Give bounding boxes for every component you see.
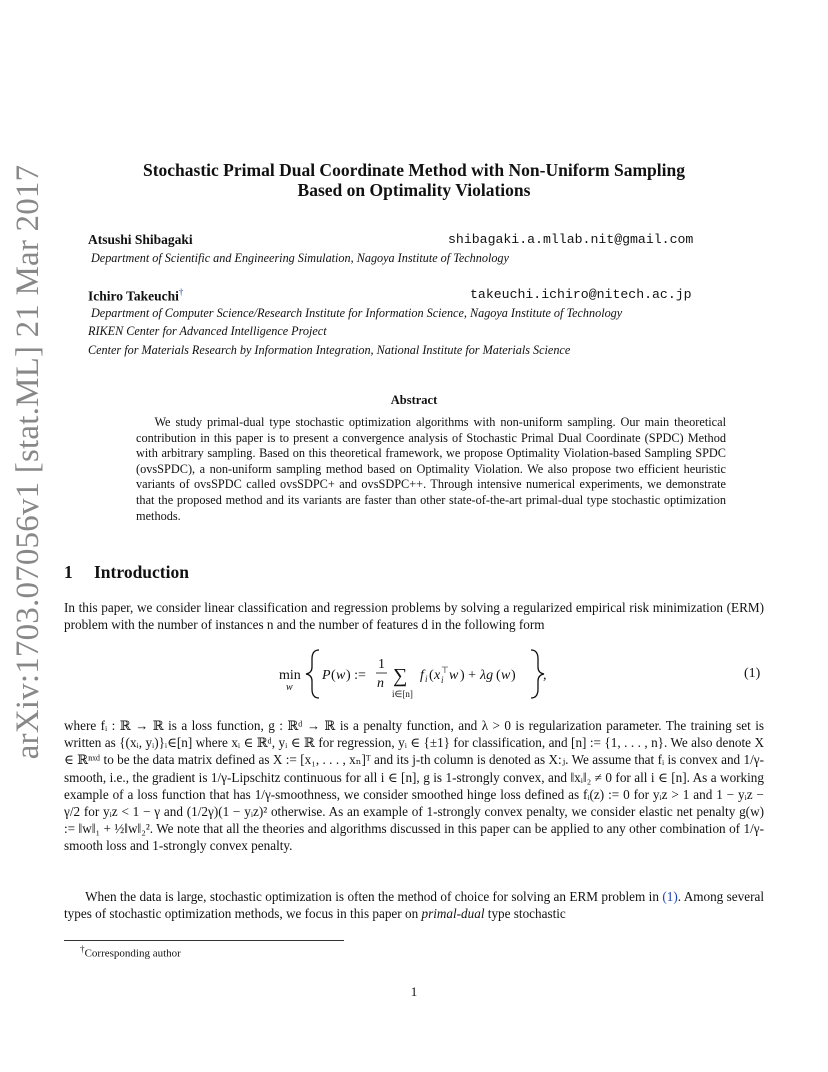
svg-text:(: ( bbox=[496, 668, 501, 683]
svg-text:i∈[n]: i∈[n] bbox=[392, 689, 413, 699]
author-2-affiliation-3: Center for Materials Research by Information Integration, National Institute for Materials Science bbox=[88, 343, 571, 357]
svg-text:(: ( bbox=[331, 668, 336, 683]
svg-text:1: 1 bbox=[378, 657, 385, 672]
equation-number: (1) bbox=[744, 666, 761, 681]
svg-text:) +: ) + bbox=[460, 668, 477, 683]
svg-text:⊤: ⊤ bbox=[441, 665, 449, 675]
footnote-rule bbox=[64, 940, 344, 941]
svg-text:,: , bbox=[543, 668, 547, 683]
main-paragraph: where fᵢ : ℝ → ℝ is a loss function, g : ℝᵈ → ℝ is a penalty function, and λ > 0 is regularization parameter. The training set is written as {(xᵢ, yᵢ)}ᵢ∈[n] where xᵢ ∈ ℝᵈ, yᵢ ∈ ℝ for regression, yᵢ ∈ {±1} for classification, and [n] := {1, . . . , n}. We also denote X ∈ ℝⁿˣᵈ to be the data matrix defined as X := [x₁, . . . , xₙ]ᵀ and its j-th column is denoted as X:ⱼ. We assume that fᵢ is convex and 1/γ-smooth, i.e., the gradient is 1/γ-Lipschitz continuous for all i ∈ [n], g is 1-strongly convex, and ‖xᵢ‖₂ ≠ 0 for all i ∈ [n]. As a working example of a loss function that has 1/γ-smoothness, we consider smoothed hinge loss defined as fᵢ(z) := 0 for yᵢz > 1 and 1 − yᵢz − γ/2 for yᵢz < 1 − γ and (1/2γ)(1 − yᵢz)² otherwise. As an example of 1-strongly convex penalty, we consider elastic net penalty g(w) := ‖w‖₁ + ½‖w‖₂². We note that all the theories and algorithms discussed in this paper can be applied to any other combination of 1/γ-smooth loss and 1-strongly convex penalty. bbox=[64, 718, 764, 854]
title-line-1: Stochastic Primal Dual Coordinate Method with Non-Uniform Sampling bbox=[142, 160, 685, 180]
svg-text:(: ( bbox=[429, 668, 434, 683]
svg-text:∑: ∑ bbox=[393, 665, 408, 687]
svg-text:w: w bbox=[501, 668, 511, 683]
title-line-2: Based on Optimality Violations bbox=[297, 180, 531, 200]
equation-1 bbox=[0, 646, 828, 702]
svg-text:i: i bbox=[425, 674, 428, 684]
svg-text:): ) bbox=[511, 668, 516, 683]
last-paragraph: When the data is large, stochastic optimization is often the method of choice for solving an ERM problem in (1). Among several types of stochastic optimization methods, we focus in this paper on primal-dual type stochastic bbox=[64, 889, 764, 922]
footnote-marker: † bbox=[80, 944, 85, 954]
author-1-email[interactable]: shibagaki.a.mllab.nit@gmail.com bbox=[448, 232, 694, 247]
svg-text:n: n bbox=[377, 676, 384, 691]
svg-text:) :=: ) := bbox=[346, 668, 366, 683]
author-2-affiliation-1: Department of Computer Science/Research Institute for Information Science, Nagoya Institute of Technology bbox=[91, 306, 623, 320]
svg-text:w: w bbox=[449, 668, 459, 683]
arxiv-stamp: arXiv:1703.07056v1 [stat.ML] 21 Mar 2017 bbox=[10, 164, 46, 760]
author-1-affiliation: Department of Scientific and Engineering Simulation, Nagoya Institute of Technology bbox=[91, 251, 509, 265]
section-title: Introduction bbox=[94, 562, 189, 582]
svg-text:P: P bbox=[322, 668, 331, 683]
svg-text:x: x bbox=[434, 668, 441, 683]
paper-title bbox=[80, 160, 748, 200]
section-number: 1 bbox=[64, 562, 73, 582]
author-1-name: Atsushi Shibagaki bbox=[88, 232, 193, 247]
equation-formula bbox=[279, 646, 579, 702]
footnote bbox=[80, 944, 181, 960]
svg-text:min: min bbox=[279, 668, 301, 683]
author-2-email[interactable]: takeuchi.ichiro@nitech.ac.jp bbox=[470, 287, 692, 302]
svg-text:f: f bbox=[420, 668, 424, 683]
svg-text:w: w bbox=[336, 668, 346, 683]
author-2-affiliation-2: RIKEN Center for Advanced Intelligence Project bbox=[88, 324, 327, 338]
abstract-heading: Abstract bbox=[390, 393, 438, 407]
section-heading bbox=[64, 562, 189, 583]
intro-paragraph: In this paper, we consider linear classification and regression problems by solving a regularized empirical risk minimization (ERM) problem with the number of instances n and the number of features d in the following form bbox=[64, 600, 764, 633]
page-number: 1 bbox=[410, 984, 418, 999]
svg-text:i: i bbox=[441, 675, 444, 685]
equation-reference-link[interactable]: (1) bbox=[662, 889, 678, 904]
footnote-text: Corresponding author bbox=[84, 947, 181, 960]
svg-text:w: w bbox=[286, 682, 293, 693]
footnote-marker-link[interactable]: † bbox=[178, 287, 184, 297]
svg-text:λg: λg bbox=[480, 668, 494, 683]
abstract-text: We study primal-dual type stochastic optimization algorithms with non-uniform sampling. Our main theoretical contribution in this paper is to present a convergence analysis of Stochastic Primal Dual Coordinate (SPDC) Method with arbitrary sampling. Based on this theoretical framework, we propose Optimality Violation-based Sampling SPDC (ovsSPDC), a non-uniform sampling method based on Optimality Violation. We also propose two efficient heuristic variants of ovsSPDC called ovsSDPC+ and ovsSDPC++. Through intensive numerical experiments, we demonstrate that the proposed method and its variants are faster than other state-of-the-art primal-dual type stochastic optimization methods. bbox=[136, 415, 726, 523]
author-2-name: Ichiro Takeuchi† bbox=[88, 287, 184, 304]
